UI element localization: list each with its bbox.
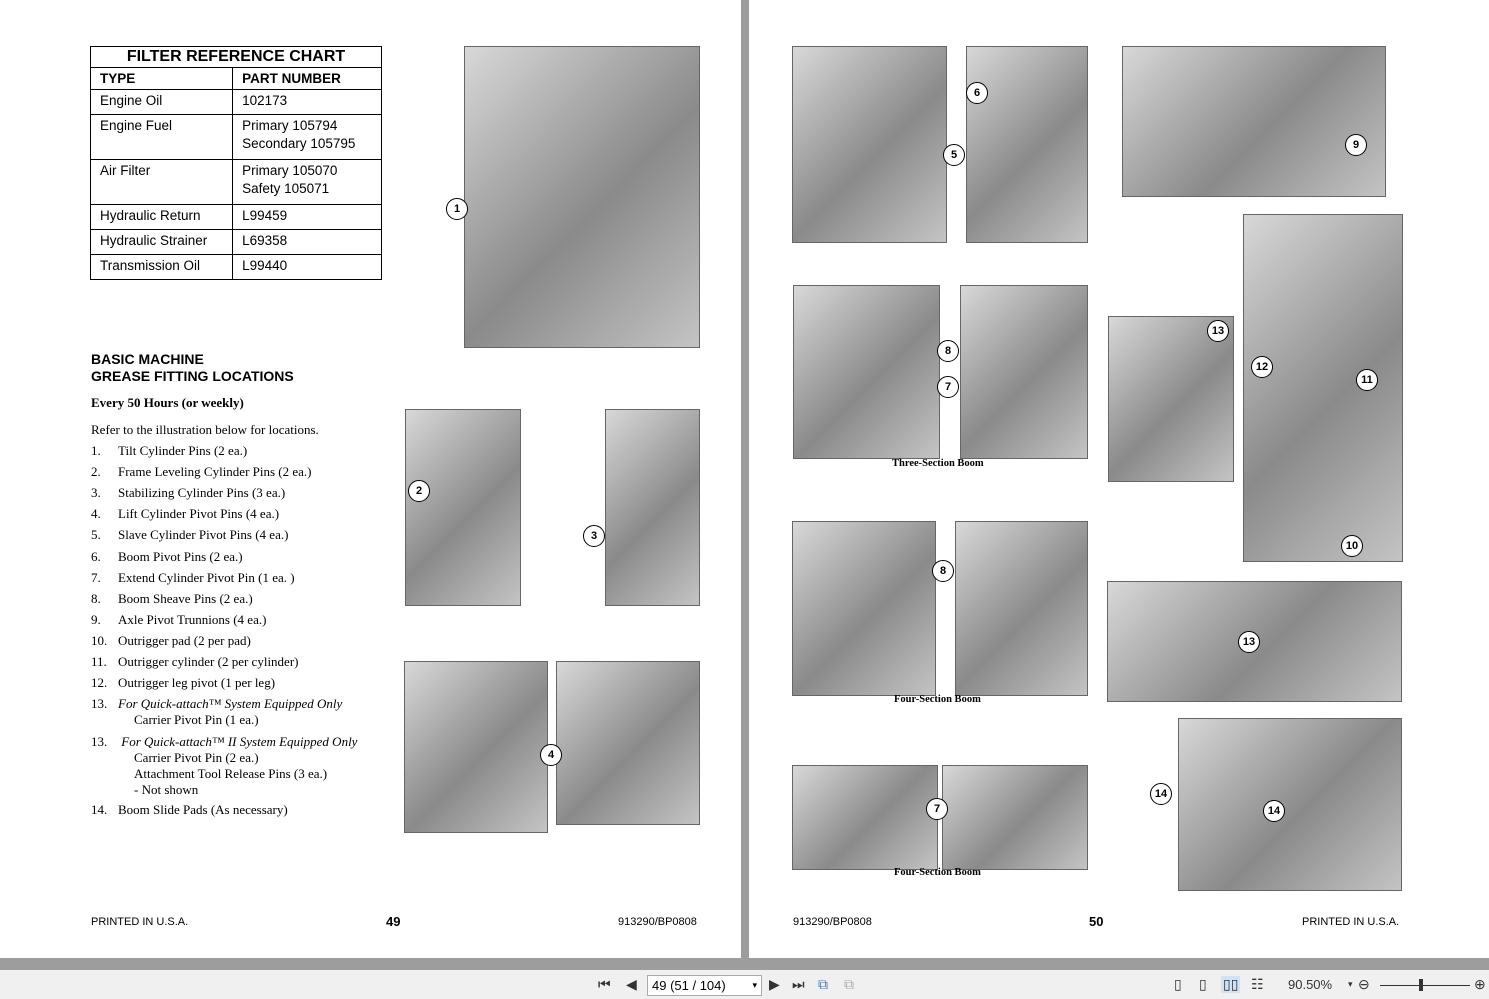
zoom-out-icon[interactable]: ⊖ <box>1358 976 1370 992</box>
chart-row <box>91 205 382 230</box>
item-13a: 13. For Quick-attach™ System Equipped Only Carrier Pivot Pin (1 ea.) <box>91 696 343 727</box>
chart-row <box>91 115 382 160</box>
chart-row <box>91 160 382 205</box>
callout-7b: 7 <box>926 798 948 820</box>
footer-doc-id: 913290/BP0808 <box>618 916 697 928</box>
col-type: TYPE <box>91 68 233 90</box>
chart-row <box>91 255 382 280</box>
photo-boom-pivot <box>966 46 1088 243</box>
callout-10: 10 <box>1341 535 1363 557</box>
callout-9: 9 <box>1345 134 1367 156</box>
last-page-icon[interactable]: ⏭ <box>792 976 805 992</box>
photo-lift-cylinder-b <box>556 661 700 825</box>
grease-item: 1. Tilt Cylinder Pins (2 ea.) <box>91 443 248 458</box>
caption-four-section: Four-Section Boom <box>894 694 981 705</box>
callout-6: 6 <box>966 82 988 104</box>
continuous-icon[interactable]: ▯ <box>1199 976 1207 992</box>
callout-8b: 8 <box>932 560 954 582</box>
part-number: L69358 <box>233 230 382 255</box>
photo-slave-cylinder <box>792 46 947 243</box>
part-number: Primary 105794 Secondary 105795 <box>233 115 382 160</box>
viewer-toolbar <box>0 970 1489 999</box>
part-number: 102173 <box>233 90 382 115</box>
callout-13b: 13 <box>1238 631 1260 653</box>
callout-14: 14 <box>1150 783 1172 805</box>
grease-item: 11. Outrigger cylinder (2 per cylinder) <box>91 654 299 669</box>
zoom-dropdown-icon[interactable]: ▾ <box>1348 979 1353 989</box>
photo-frame-leveling <box>405 409 521 606</box>
grease-item: 12. Outrigger leg pivot (1 per leg) <box>91 675 276 691</box>
grease-item: 7. Extend Cylinder Pivot Pin (1 ea. ) <box>91 569 295 585</box>
next-page-icon[interactable]: ▶ <box>769 976 780 992</box>
page-number-field[interactable]: 49 (51 / 104) ▾ <box>647 975 762 996</box>
grease-item: 8. Boom Sheave Pins (2 ea.) <box>91 590 253 606</box>
footer-page-number: 49 <box>386 914 401 929</box>
grease-item: 10. Outrigger pad (2 per pad) <box>91 632 251 648</box>
photo-tilt-cylinder <box>464 46 700 348</box>
chart-title: FILTER REFERENCE CHART <box>91 47 382 68</box>
callout-4: 4 <box>540 744 562 766</box>
next-view-icon[interactable]: ⧉ <box>844 976 854 992</box>
photo-stabilizing <box>605 409 700 606</box>
filter-type: Hydraulic Return <box>91 205 233 230</box>
grease-item: 5. Slave Cylinder Pivot Pins (4 ea.) <box>91 527 289 543</box>
callout-14b: 14 <box>1263 800 1285 822</box>
prev-page-icon[interactable]: ◀ <box>626 976 637 992</box>
callout-11: 11 <box>1356 369 1378 391</box>
callout-3: 3 <box>583 525 605 547</box>
footer-doc-id-right: 913290/BP0808 <box>793 916 872 928</box>
previous-view-icon[interactable]: ⧉ <box>818 976 828 992</box>
intro: Refer to the illustration below for locations. <box>91 422 319 437</box>
zoom-slider[interactable] <box>1380 985 1470 986</box>
grease-item: 9. Axle Pivot Trunnions (4 ea.) <box>91 611 267 627</box>
zoom-in-icon[interactable]: ⊕ <box>1474 976 1486 992</box>
chevron-down-icon: ▾ <box>752 980 757 990</box>
zoom-level[interactable]: 90.50% <box>1288 977 1333 992</box>
part-number: Primary 105070 Safety 105071 <box>233 160 382 205</box>
callout-8: 8 <box>937 340 959 362</box>
part-number: L99440 <box>233 255 382 280</box>
photo-lift-cylinder-a <box>404 661 548 833</box>
grease-heading: BASIC MACHINE GREASE FITTING LOCATIONS <box>91 351 294 384</box>
filter-type: Engine Fuel <box>91 115 233 160</box>
chart-row <box>91 90 382 115</box>
photo-axle-pivot <box>1122 46 1386 197</box>
interval: Every 50 Hours (or weekly) <box>91 395 244 410</box>
photo-extend-cyl-b <box>942 765 1088 870</box>
col-part: PART NUMBER <box>233 68 382 90</box>
grease-item: 3. Stabilizing Cylinder Pins (3 ea.) <box>91 485 286 501</box>
caption-four-section-b: Four-Section Boom <box>894 867 981 878</box>
callout-1: 1 <box>446 198 468 220</box>
footer-printed-right: PRINTED IN U.S.A. <box>1302 916 1400 928</box>
facing-pages-icon[interactable]: ▯▯ <box>1223 976 1239 992</box>
footer-page-number-right: 50 <box>1089 914 1104 929</box>
callout-13: 13 <box>1207 320 1229 342</box>
continuous-facing-icon[interactable]: ☷ <box>1251 976 1264 992</box>
filter-type: Air Filter <box>91 160 233 205</box>
photo-extend-cyl-a <box>792 765 938 870</box>
photo-three-section-a <box>793 285 940 459</box>
filter-reference-chart <box>90 46 382 280</box>
photo-outrigger <box>1243 214 1403 562</box>
first-page-icon[interactable]: ⏮ <box>598 976 611 992</box>
left-page <box>0 0 741 958</box>
item-13b: 13. For Quick-attach™ II System Equipped Only Carrier Pivot Pin (2 ea.) Attachment Tool Release Pins (3 ea.) - Not shown <box>91 734 358 797</box>
callout-5: 5 <box>943 144 965 166</box>
callout-12: 12 <box>1251 356 1273 378</box>
chart-row <box>91 230 382 255</box>
part-number: L99459 <box>233 205 382 230</box>
footer-printed: PRINTED IN U.S.A. <box>91 916 189 928</box>
grease-item: 6. Boom Pivot Pins (2 ea.) <box>91 548 243 564</box>
filter-type: Transmission Oil <box>91 255 233 280</box>
photo-three-section-b <box>960 285 1088 459</box>
photo-four-section-a <box>792 521 936 696</box>
filter-type: Engine Oil <box>91 90 233 115</box>
photo-four-section-b <box>955 521 1088 696</box>
zoom-slider-thumb[interactable] <box>1419 979 1423 991</box>
item-14: 14. Boom Slide Pads (As necessary) <box>91 802 288 817</box>
filter-type: Hydraulic Strainer <box>91 230 233 255</box>
single-page-icon[interactable]: ▯ <box>1174 976 1182 992</box>
caption-three-section: Three-Section Boom <box>892 458 984 469</box>
callout-2: 2 <box>408 480 430 502</box>
callout-7: 7 <box>937 376 959 398</box>
grease-item: 2. Frame Leveling Cylinder Pins (2 ea.) <box>91 464 312 480</box>
photo-slide-pads <box>1178 718 1402 891</box>
grease-item: 4. Lift Cylinder Pivot Pins (4 ea.) <box>91 506 280 522</box>
